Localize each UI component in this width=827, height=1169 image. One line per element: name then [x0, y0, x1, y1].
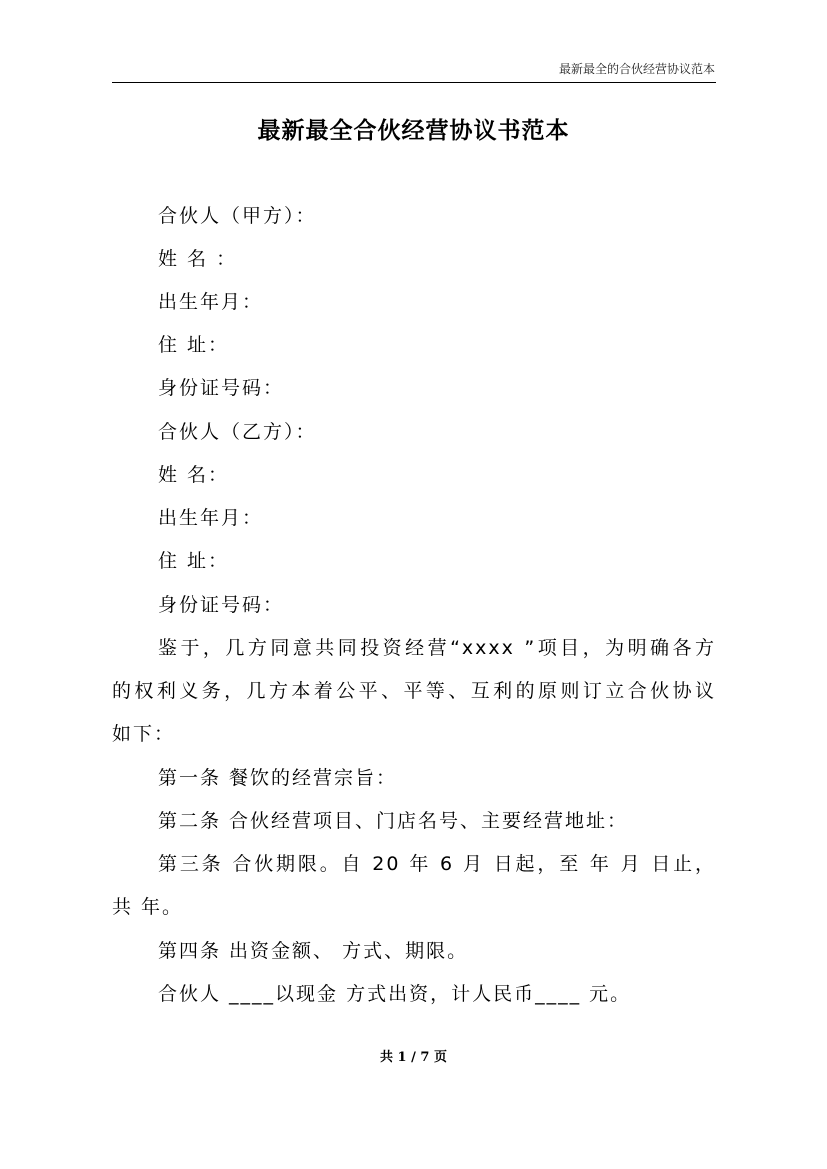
- page-indicator: 共 1 / 7 页: [380, 1050, 447, 1065]
- preamble-line-1: 鉴于，几方同意共同投资经营“xxxx ”项目，为明确各方: [158, 637, 716, 659]
- party-a-birth-field: 出生年月：: [158, 291, 264, 313]
- party-b-birth-field: 出生年月：: [158, 507, 264, 529]
- article-2: 第二条 合伙经营项目、门店名号、主要经营地址：: [158, 810, 629, 832]
- preamble-line-3: 如下：: [112, 723, 176, 745]
- party-a-name-field: 姓 名 ：: [158, 248, 238, 270]
- running-header: 最新最全的合伙经营协议范本: [558, 62, 715, 76]
- preamble-line-2: 的权利义务，几方本着公平、平等、互利的原则订立合伙协议: [112, 680, 716, 702]
- article-1: 第一条 餐饮的经营宗旨：: [158, 767, 398, 789]
- party-b-heading: 合伙人（乙方）：: [158, 421, 317, 443]
- article-3-line-1: 第三条 合伙期限。自 20 年 6 月 日起，至 年 月 日止，: [158, 853, 716, 875]
- article-4-contribution: 合伙人 ____以现金 方式出资，计人民币____ 元。: [158, 983, 632, 1005]
- article-4: 第四条 出资金额、 方式、期限。: [158, 940, 469, 962]
- party-b-name-field: 姓 名：: [158, 464, 230, 486]
- party-b-id-field: 身份证号码：: [158, 594, 285, 616]
- party-b-address-field: 住 址：: [158, 550, 230, 572]
- party-a-heading: 合伙人（甲方）：: [158, 205, 317, 227]
- party-a-address-field: 住 址：: [158, 334, 230, 356]
- article-3-line-2: 共 年。: [112, 896, 184, 918]
- header-divider: [112, 82, 716, 83]
- party-a-id-field: 身份证号码：: [158, 377, 285, 399]
- document-title: 最新最全合伙经营协议书范本: [257, 117, 570, 144]
